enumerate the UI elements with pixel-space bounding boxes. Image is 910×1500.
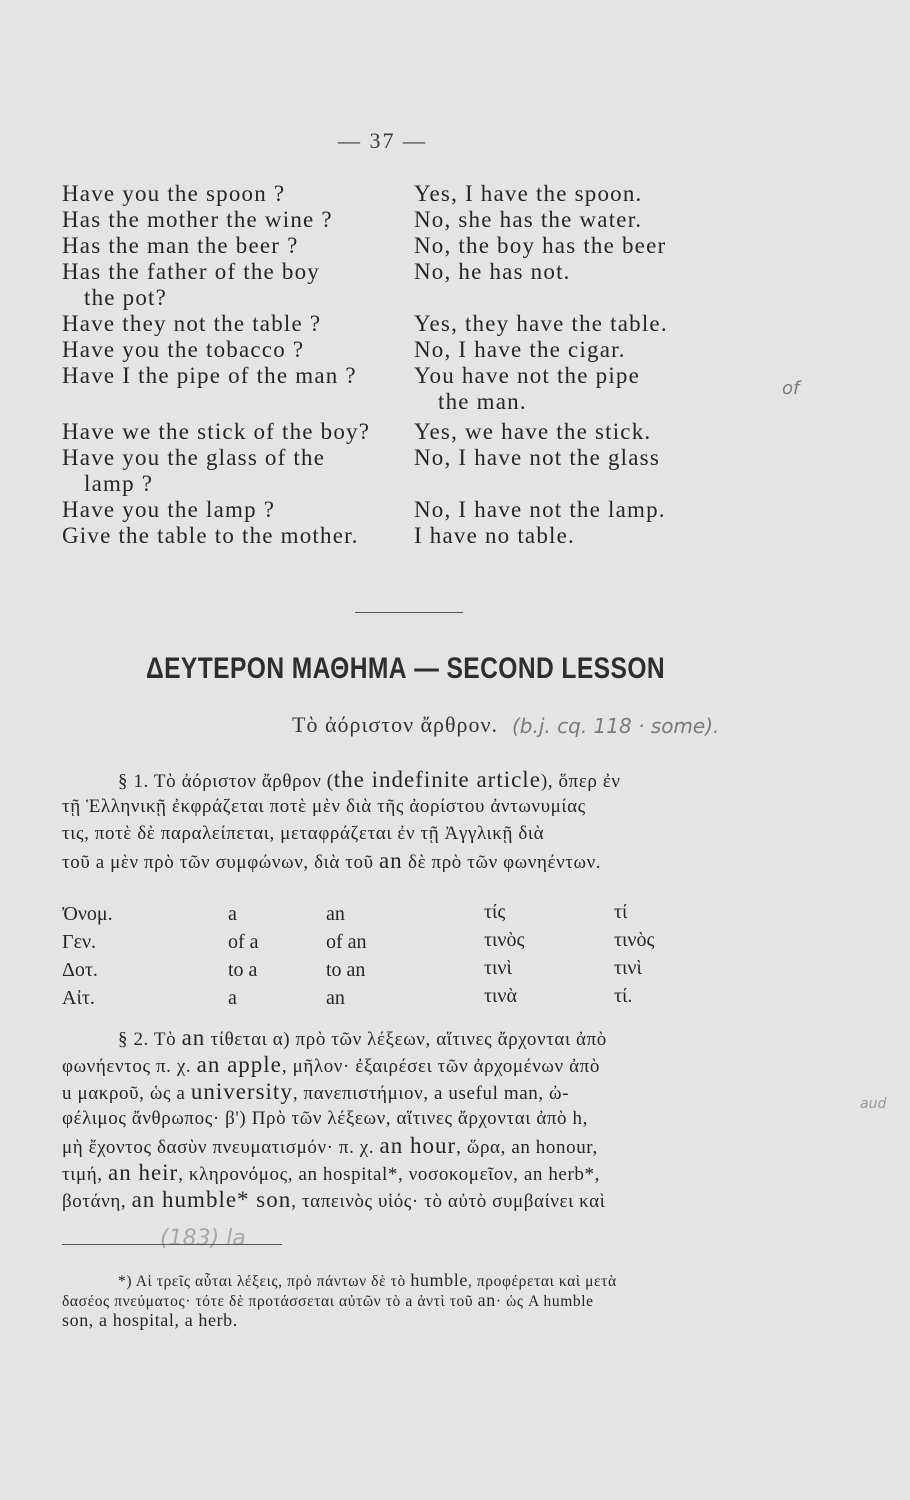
question-line: Have you the spoon ?: [62, 181, 286, 206]
question-line: Have you the tobacco ?: [62, 337, 305, 362]
question-line: Have we the stick of the boy?: [62, 419, 371, 444]
case-label: Γεν.: [62, 931, 97, 953]
paragraph-line: τις, ποτὲ δὲ παραλείπεται, μεταφράζεται ἐν τῇ Ἀγγλικῇ διὰ: [62, 823, 545, 844]
answer-line: No, the boy has the beer: [414, 233, 667, 258]
question-line: Give the table to the mother.: [62, 523, 359, 548]
page-number: — 37 —: [338, 128, 427, 153]
question-line: Has the man the beer ?: [62, 233, 299, 258]
answer-line: No, I have the cigar.: [414, 337, 626, 362]
case-label: Αἰτ.: [62, 987, 95, 1009]
section-divider: [355, 612, 463, 613]
form-masc: τινὶ: [484, 957, 512, 979]
pencil-annotation: aud: [860, 1096, 887, 1112]
paragraph-line: μὴ ἔχοντος δασὺν πνευματισμόν· π. χ. an hour, ὥρα, an honour,: [62, 1133, 598, 1158]
form-neut: τινὶ: [614, 957, 642, 979]
paragraph-line: βοτάνη, an humble* son, ταπεινὸς υἱός· τὸ αὐτὸ συμβαίνει καὶ: [62, 1187, 606, 1212]
footnote-line: son, a hospital, a herb.: [62, 1310, 238, 1330]
paragraph-line: τιμή, an heir, κληρονόμος, an hospital*, νοσοκομεῖον, an herb*,: [62, 1160, 600, 1185]
form-an: an: [326, 987, 345, 1009]
answer-line: You have not the pipe: [414, 363, 641, 388]
paragraph-line: § 1. Τὸ ἀόριστον ἄρθρον (the indefinite article), ὅπερ ἐν: [118, 767, 621, 792]
paragraph-line: φέλιμος ἄνθρωπος· β') Πρὸ τῶν λέξεων, αἵτινες ἄρχονται ἀπὸ h,: [62, 1108, 588, 1129]
form-masc: τινὰ: [484, 985, 517, 1007]
case-label: Ὀνομ.: [62, 903, 113, 925]
form-an: to an: [326, 959, 366, 981]
form-neut: τινὸς: [614, 929, 655, 951]
answer-line: the man.: [438, 389, 527, 414]
answer-line: No, I have not the lamp.: [414, 497, 666, 522]
question-line: Have you the lamp ?: [62, 497, 276, 522]
form-a: of a: [228, 931, 259, 953]
footnote-line: *) Αἱ τρεῖς αὗται λέξεις, πρὸ πάντων δὲ τὸ humble, προφέρεται καὶ μετὰ: [118, 1270, 617, 1290]
answer-line: No, he has not.: [414, 259, 571, 284]
lesson-subheading: Τὸ ἀόριστον ἄρθρον.: [292, 712, 498, 737]
answer-line: Yes, we have the stick.: [414, 419, 652, 444]
question-line: Has the father of the boy: [62, 259, 321, 284]
form-neut: τί.: [614, 985, 633, 1007]
pencil-annotation: (183) la: [160, 1226, 246, 1251]
paragraph-line: φωνήεντος π. χ. an apple, μῆλον· ἐξαιρέσει τῶν ἀρχομένων ἀπὸ: [62, 1052, 600, 1077]
form-masc: τίς: [484, 901, 506, 923]
paragraph-line: § 2. Τὸ an τίθεται α) πρὸ τῶν λέξεων, αἵτινες ἄρχονται ἀπὸ: [118, 1025, 607, 1050]
answer-line: Yes, I have the spoon.: [414, 181, 643, 206]
pencil-annotation: of: [782, 378, 800, 399]
form-masc: τινὸς: [484, 929, 525, 951]
form-an: an: [326, 903, 345, 925]
form-a: to a: [228, 959, 258, 981]
question-line: Has the mother the wine ?: [62, 207, 333, 232]
case-label: Δοτ.: [62, 959, 98, 981]
question-line: Have I the pipe of the man ?: [62, 363, 357, 388]
answer-line: No, she has the water.: [414, 207, 643, 232]
form-neut: τί: [614, 901, 628, 923]
form-a: a: [228, 987, 237, 1009]
answer-line: I have no table.: [414, 523, 575, 548]
answer-line: Yes, they have the table.: [414, 311, 668, 336]
question-line: Have they not the table ?: [62, 311, 322, 336]
footnote-divider: [62, 1244, 282, 1245]
paragraph-line: u μακροῦ, ὡς a university, πανεπιστήμιον, a useful man, ὠ-: [62, 1079, 570, 1104]
question-line: lamp ?: [84, 471, 154, 496]
pencil-annotation: (b.j. cq. 118 · some).: [512, 714, 720, 738]
paragraph-line: τῇ Ἑλληνικῇ ἐκφράζεται ποτὲ μὲν διὰ τῆς ἀορίστου ἀντωνυμίας: [62, 796, 586, 817]
answer-line: No, I have not the glass: [414, 445, 660, 470]
paragraph-line: τοῦ a μὲν πρὸ τῶν συμφώνων, διὰ τοῦ an δὲ πρὸ τῶν φωνηέντων.: [62, 848, 602, 873]
footnote-line: δασέος πνεύματος· τότε δὲ προτάσσεται αὐτῶν τὸ a ἀντὶ τοῦ an· ὡς A humble: [62, 1290, 594, 1310]
question-line: the pot?: [84, 285, 168, 310]
question-line: Have you the glass of the: [62, 445, 326, 470]
lesson-heading: ΔΕΥΤΕΡΟΝ ΜΑΘΗΜΑ — SECOND LESSON: [146, 652, 666, 685]
form-a: a: [228, 903, 237, 925]
form-an: of an: [326, 931, 367, 953]
